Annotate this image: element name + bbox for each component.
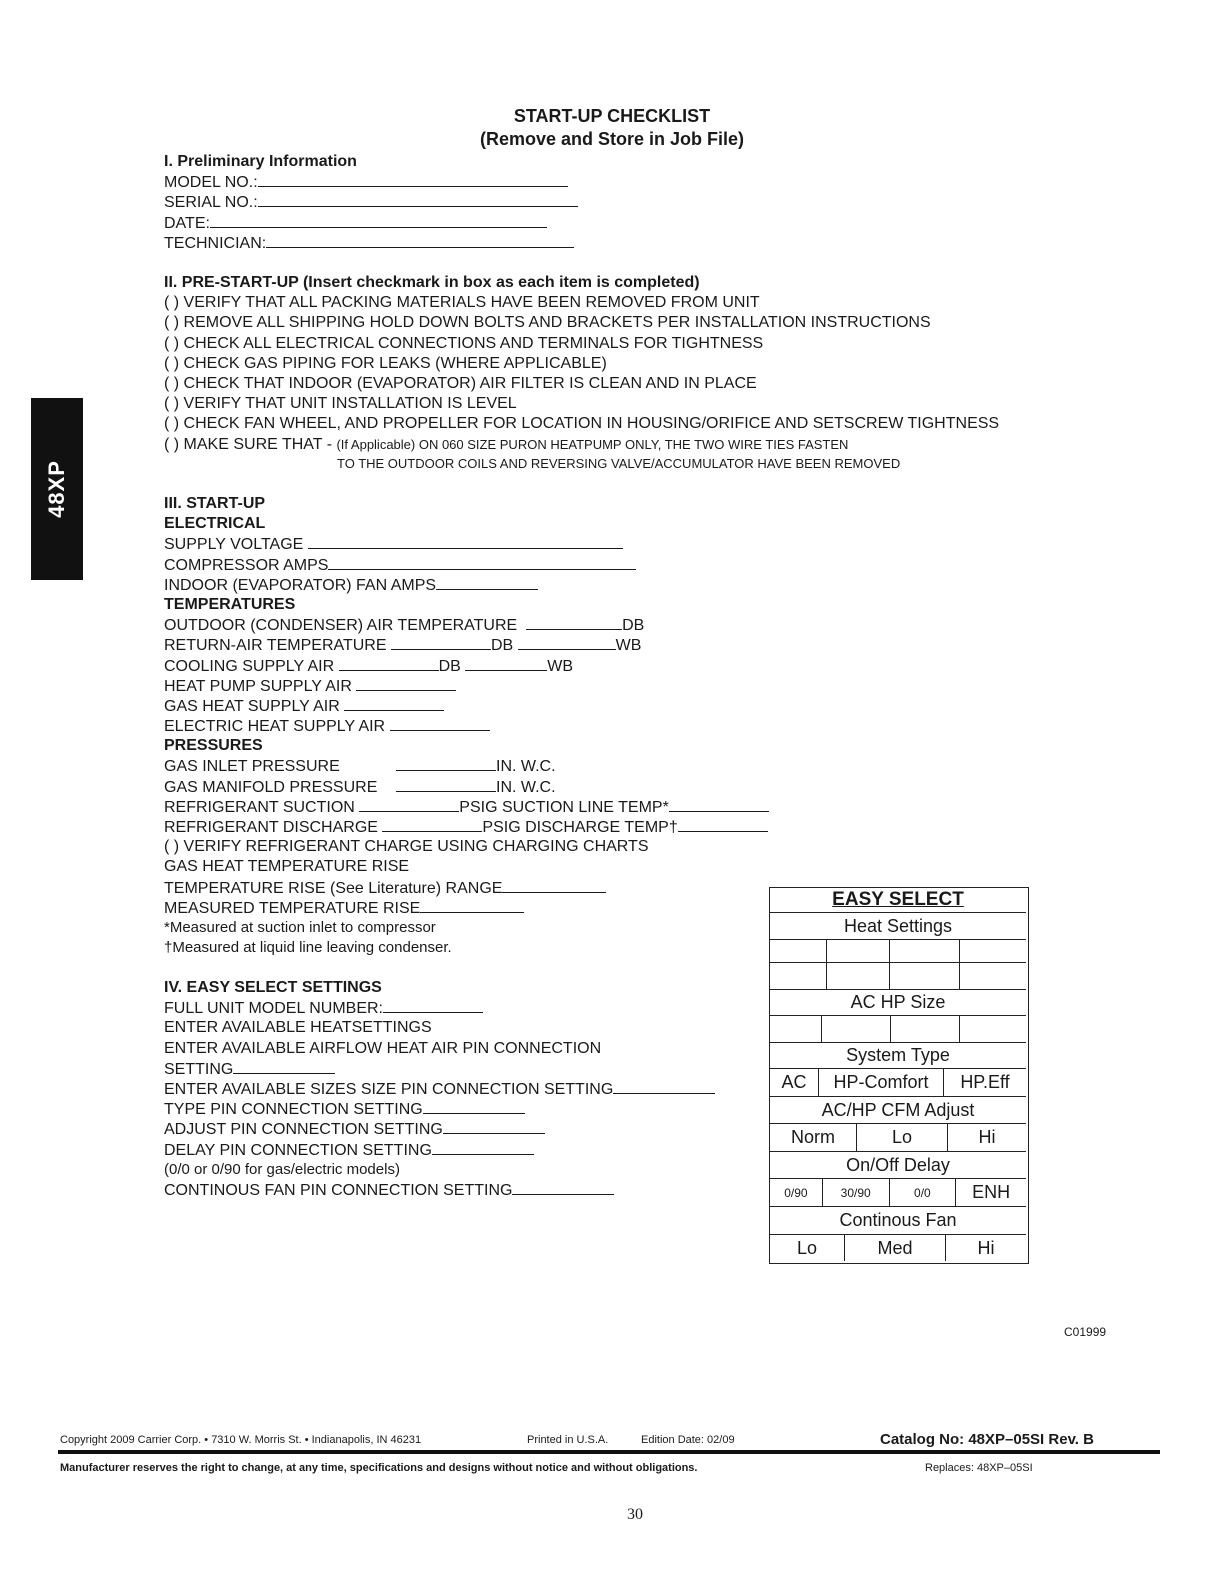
technician-label: TECHNICIAN: bbox=[164, 234, 267, 252]
unit: IN. W.C. bbox=[496, 778, 556, 796]
label: SETTING bbox=[164, 1060, 234, 1078]
label: COMPRESSOR AMPS bbox=[164, 556, 329, 574]
measured-field[interactable] bbox=[420, 898, 524, 913]
edition-date: Edition Date: 02/09 bbox=[641, 1434, 735, 1446]
technician-field[interactable] bbox=[266, 233, 574, 248]
checklist-item[interactable]: ( ) CHECK FAN WHEEL, AND PROPELLER FOR LOCATION IN HOUSING/ORIFICE AND SETSCREW TIGHTNESS bbox=[164, 415, 1000, 433]
label: OUTDOOR (CONDENSER) AIR TEMPERATURE bbox=[164, 617, 518, 635]
label: ADJUST PIN CONNECTION SETTING bbox=[164, 1121, 443, 1139]
cfm-adjust-row bbox=[770, 1124, 1026, 1152]
unit: DB bbox=[622, 617, 645, 635]
compressor-amps-field[interactable] bbox=[328, 555, 636, 570]
section-heading: II. PRE-START-UP (Insert checkmark in box as each item is completed) bbox=[164, 274, 700, 291]
option-hp-eff[interactable]: HP.Eff bbox=[960, 1072, 1010, 1092]
serial-label: SERIAL NO.: bbox=[164, 194, 258, 212]
pin-cell[interactable] bbox=[827, 940, 890, 962]
option-fan-med[interactable]: Med bbox=[845, 1235, 946, 1261]
pin-cell[interactable] bbox=[960, 963, 1026, 989]
subheading-temperatures: TEMPERATURES bbox=[164, 595, 296, 613]
model-field[interactable] bbox=[258, 172, 568, 187]
unit: IN. W.C. bbox=[496, 758, 556, 776]
label: COOLING SUPPLY AIR bbox=[164, 657, 335, 675]
pin-cell[interactable] bbox=[890, 963, 961, 989]
figure-code: C01999 bbox=[1064, 1325, 1107, 1339]
label: ENTER AVAILABLE HEATSETTINGS bbox=[164, 1019, 432, 1037]
label: REFRIGERANT SUCTION bbox=[164, 798, 355, 816]
footnote: †Measured at liquid line leaving condenser. bbox=[164, 939, 452, 957]
side-tab bbox=[31, 398, 83, 580]
label: HEAT PUMP SUPPLY AIR bbox=[164, 677, 352, 695]
label: TEMPERATURE RISE (See Literature) RANGE bbox=[164, 879, 503, 897]
delay-field[interactable] bbox=[432, 1140, 534, 1155]
pin-cell[interactable] bbox=[822, 1016, 891, 1042]
option-hi[interactable]: Hi bbox=[978, 1127, 996, 1147]
label: INDOOR (EVAPORATOR) FAN AMPS bbox=[164, 576, 437, 594]
discharge-temp-field[interactable] bbox=[678, 817, 768, 832]
easy-select-panel bbox=[769, 887, 1029, 1264]
label: GAS HEAT SUPPLY AIR bbox=[164, 697, 340, 715]
section-heading: III. START-UP bbox=[164, 495, 266, 512]
delay-row bbox=[770, 1179, 1026, 1207]
heat-settings-label: Heat Settings bbox=[770, 913, 1026, 940]
note: (0/0 or 0/90 for gas/electric models) bbox=[164, 1160, 400, 1178]
label: ENTER AVAILABLE AIRFLOW HEAT AIR PIN CONNECTION bbox=[164, 1039, 602, 1057]
discharge-field[interactable] bbox=[382, 817, 482, 832]
checklist-item[interactable]: ( ) CHECK GAS PIPING FOR LEAKS (WHERE APPLICABLE) bbox=[164, 354, 607, 372]
outdoor-temp-field[interactable] bbox=[526, 615, 622, 630]
page-title: START-UP CHECKLIST bbox=[513, 106, 711, 126]
side-tab-label: 48XP bbox=[44, 460, 70, 518]
type-field[interactable] bbox=[423, 1099, 525, 1114]
unit: DB bbox=[490, 637, 514, 655]
sizes-field[interactable] bbox=[613, 1079, 715, 1094]
page-subtitle: (Remove and Store in Job File) bbox=[479, 129, 745, 149]
date-field[interactable] bbox=[210, 213, 547, 228]
heat-pump-field[interactable] bbox=[356, 676, 456, 691]
serial-field[interactable] bbox=[258, 192, 578, 207]
pin-cell[interactable] bbox=[890, 940, 961, 962]
label: PSIG DISCHARGE TEMP† bbox=[482, 819, 678, 836]
ac-hp-size-row bbox=[770, 1016, 1026, 1043]
option-30-90[interactable]: 30/90 bbox=[823, 1179, 890, 1206]
checklist-note: (If Applicable) ON 060 SIZE PURON HEATPUMP ONLY, THE TWO WIRE TIES FASTEN bbox=[336, 436, 849, 452]
pin-cell[interactable] bbox=[770, 1016, 822, 1042]
section-easy-select bbox=[164, 978, 764, 1200]
system-type-label: System Type bbox=[770, 1043, 1026, 1069]
system-type-row bbox=[770, 1069, 1026, 1097]
cooling-wb-field[interactable] bbox=[465, 656, 547, 671]
page-number: 30 bbox=[627, 1506, 643, 1523]
pin-cell[interactable] bbox=[770, 963, 827, 989]
label: SUPPLY VOLTAGE bbox=[164, 536, 304, 554]
unit: DB bbox=[438, 657, 461, 675]
option-lo[interactable]: Lo bbox=[857, 1124, 948, 1151]
gas-manifold-field[interactable] bbox=[396, 777, 496, 792]
footer-divider bbox=[58, 1450, 1160, 1454]
checklist-item[interactable]: ( ) CHECK THAT INDOOR (EVAPORATOR) AIR FILTER IS CLEAN AND IN PLACE bbox=[164, 374, 757, 392]
fan-row bbox=[770, 1235, 1026, 1261]
fan-label: Continous Fan bbox=[770, 1207, 1026, 1235]
return-wb-field[interactable] bbox=[518, 635, 616, 650]
pin-cell[interactable] bbox=[827, 963, 890, 989]
footnote: *Measured at suction inlet to compressor bbox=[164, 918, 436, 936]
checklist-lead: ( ) MAKE SURE THAT - bbox=[164, 435, 333, 453]
catalog-number: Catalog No: 48XP–05SI Rev. B bbox=[880, 1431, 1094, 1448]
section-heading: I. Preliminary Information bbox=[164, 153, 357, 170]
supply-voltage-field[interactable] bbox=[308, 534, 623, 549]
model-number-field[interactable] bbox=[383, 998, 483, 1013]
option-ac[interactable]: AC bbox=[770, 1069, 819, 1096]
copyright: Copyright 2009 Carrier Corp. • 7310 W. Morris St. • Indianapolis, IN 46231 bbox=[60, 1434, 422, 1446]
subheading-pressures: PRESSURES bbox=[164, 737, 263, 755]
heat-settings-row bbox=[770, 963, 1026, 990]
unit: WB bbox=[615, 637, 642, 655]
label: REFRIGERANT DISCHARGE bbox=[164, 819, 378, 836]
return-db-field[interactable] bbox=[391, 635, 491, 650]
option-fan-lo[interactable]: Lo bbox=[770, 1235, 845, 1261]
label: GAS MANIFOLD PRESSURE bbox=[164, 778, 378, 796]
suction-temp-field[interactable] bbox=[669, 797, 769, 812]
pin-cell[interactable] bbox=[770, 940, 827, 962]
label: PSIG SUCTION LINE TEMP* bbox=[459, 798, 669, 816]
option-enh[interactable]: ENH bbox=[972, 1182, 1011, 1202]
airflow-field[interactable] bbox=[233, 1059, 335, 1074]
gas-heat-field[interactable] bbox=[344, 696, 444, 711]
checklist-continuation: TO THE OUTDOOR COILS AND REVERSING VALVE/ACCUMULATOR HAVE BEEN REMOVED bbox=[337, 455, 901, 471]
gas-inlet-field[interactable] bbox=[396, 756, 496, 771]
heat-settings-row bbox=[770, 940, 1026, 963]
printed: Printed in U.S.A. bbox=[527, 1434, 609, 1446]
subheading-electrical: ELECTRICAL bbox=[164, 515, 266, 533]
checklist-item[interactable]: ( ) VERIFY THAT ALL PACKING MATERIALS HAVE BEEN REMOVED FROM UNIT bbox=[164, 294, 760, 312]
checklist-item[interactable]: ( ) CHECK ALL ELECTRICAL CONNECTIONS AND TERMINALS FOR TIGHTNESS bbox=[164, 334, 764, 352]
pin-cell[interactable] bbox=[960, 940, 1026, 962]
cfm-adjust-label: AC/HP CFM Adjust bbox=[770, 1097, 1026, 1124]
option-0-90[interactable]: 0/90 bbox=[770, 1179, 823, 1206]
label: MEASURED TEMPERATURE RISE bbox=[164, 899, 421, 917]
pin-cell[interactable] bbox=[960, 1016, 1026, 1042]
checklist-item[interactable]: ( ) VERIFY REFRIGERANT CHARGE USING CHARGING CHARTS bbox=[164, 838, 649, 856]
checklist-item[interactable]: ( ) REMOVE ALL SHIPPING HOLD DOWN BOLTS AND BRACKETS PER INSTALLATION INSTRUCTIONS bbox=[164, 314, 931, 332]
date-label: DATE: bbox=[164, 214, 210, 232]
replaces: Replaces: 48XP–05SI bbox=[925, 1462, 1033, 1474]
ac-hp-size-label: AC HP Size bbox=[770, 990, 1026, 1016]
cooling-db-field[interactable] bbox=[339, 656, 439, 671]
label: RETURN-AIR TEMPERATURE bbox=[164, 637, 387, 655]
fan-amps-field[interactable] bbox=[436, 575, 538, 590]
model-label: MODEL NO.: bbox=[164, 174, 258, 192]
suction-field[interactable] bbox=[359, 797, 459, 812]
fan-field[interactable] bbox=[512, 1180, 614, 1195]
disclaimer: Manufacturer reserves the right to change, at any time, specifications and designs without notice and without obligations. bbox=[60, 1462, 698, 1474]
section-heading: IV. EASY SELECT SETTINGS bbox=[164, 979, 382, 996]
easy-select-title: EASY SELECT bbox=[770, 888, 1026, 913]
checklist-item[interactable] bbox=[164, 435, 1064, 455]
option-norm[interactable]: Norm bbox=[770, 1124, 857, 1151]
electric-heat-field[interactable] bbox=[390, 716, 490, 731]
option-fan-hi[interactable]: Hi bbox=[977, 1237, 995, 1258]
unit: WB bbox=[547, 657, 574, 675]
label: GAS INLET PRESSURE bbox=[164, 758, 340, 776]
label: FULL UNIT MODEL NUMBER: bbox=[164, 1000, 383, 1018]
label: ELECTRIC HEAT SUPPLY AIR bbox=[164, 718, 386, 736]
label: ENTER AVAILABLE SIZES SIZE PIN CONNECTION SETTING bbox=[164, 1080, 614, 1098]
adjust-field[interactable] bbox=[443, 1119, 545, 1134]
option-hp-comfort[interactable]: HP-Comfort bbox=[819, 1069, 944, 1096]
label: GAS HEAT TEMPERATURE RISE bbox=[164, 858, 410, 876]
label: DELAY PIN CONNECTION SETTING bbox=[164, 1141, 432, 1159]
label: CONTINOUS FAN PIN CONNECTION SETTING bbox=[164, 1181, 513, 1199]
section-preliminary bbox=[164, 152, 1064, 253]
delay-label: On/Off Delay bbox=[770, 1152, 1026, 1179]
checklist-item[interactable]: ( ) VERIFY THAT UNIT INSTALLATION IS LEVEL bbox=[164, 395, 517, 413]
pin-cell[interactable] bbox=[891, 1016, 961, 1042]
label: TYPE PIN CONNECTION SETTING bbox=[164, 1101, 423, 1119]
section-prestartup bbox=[164, 273, 1064, 473]
range-field[interactable] bbox=[502, 878, 606, 893]
option-0-0[interactable]: 0/0 bbox=[890, 1179, 957, 1206]
